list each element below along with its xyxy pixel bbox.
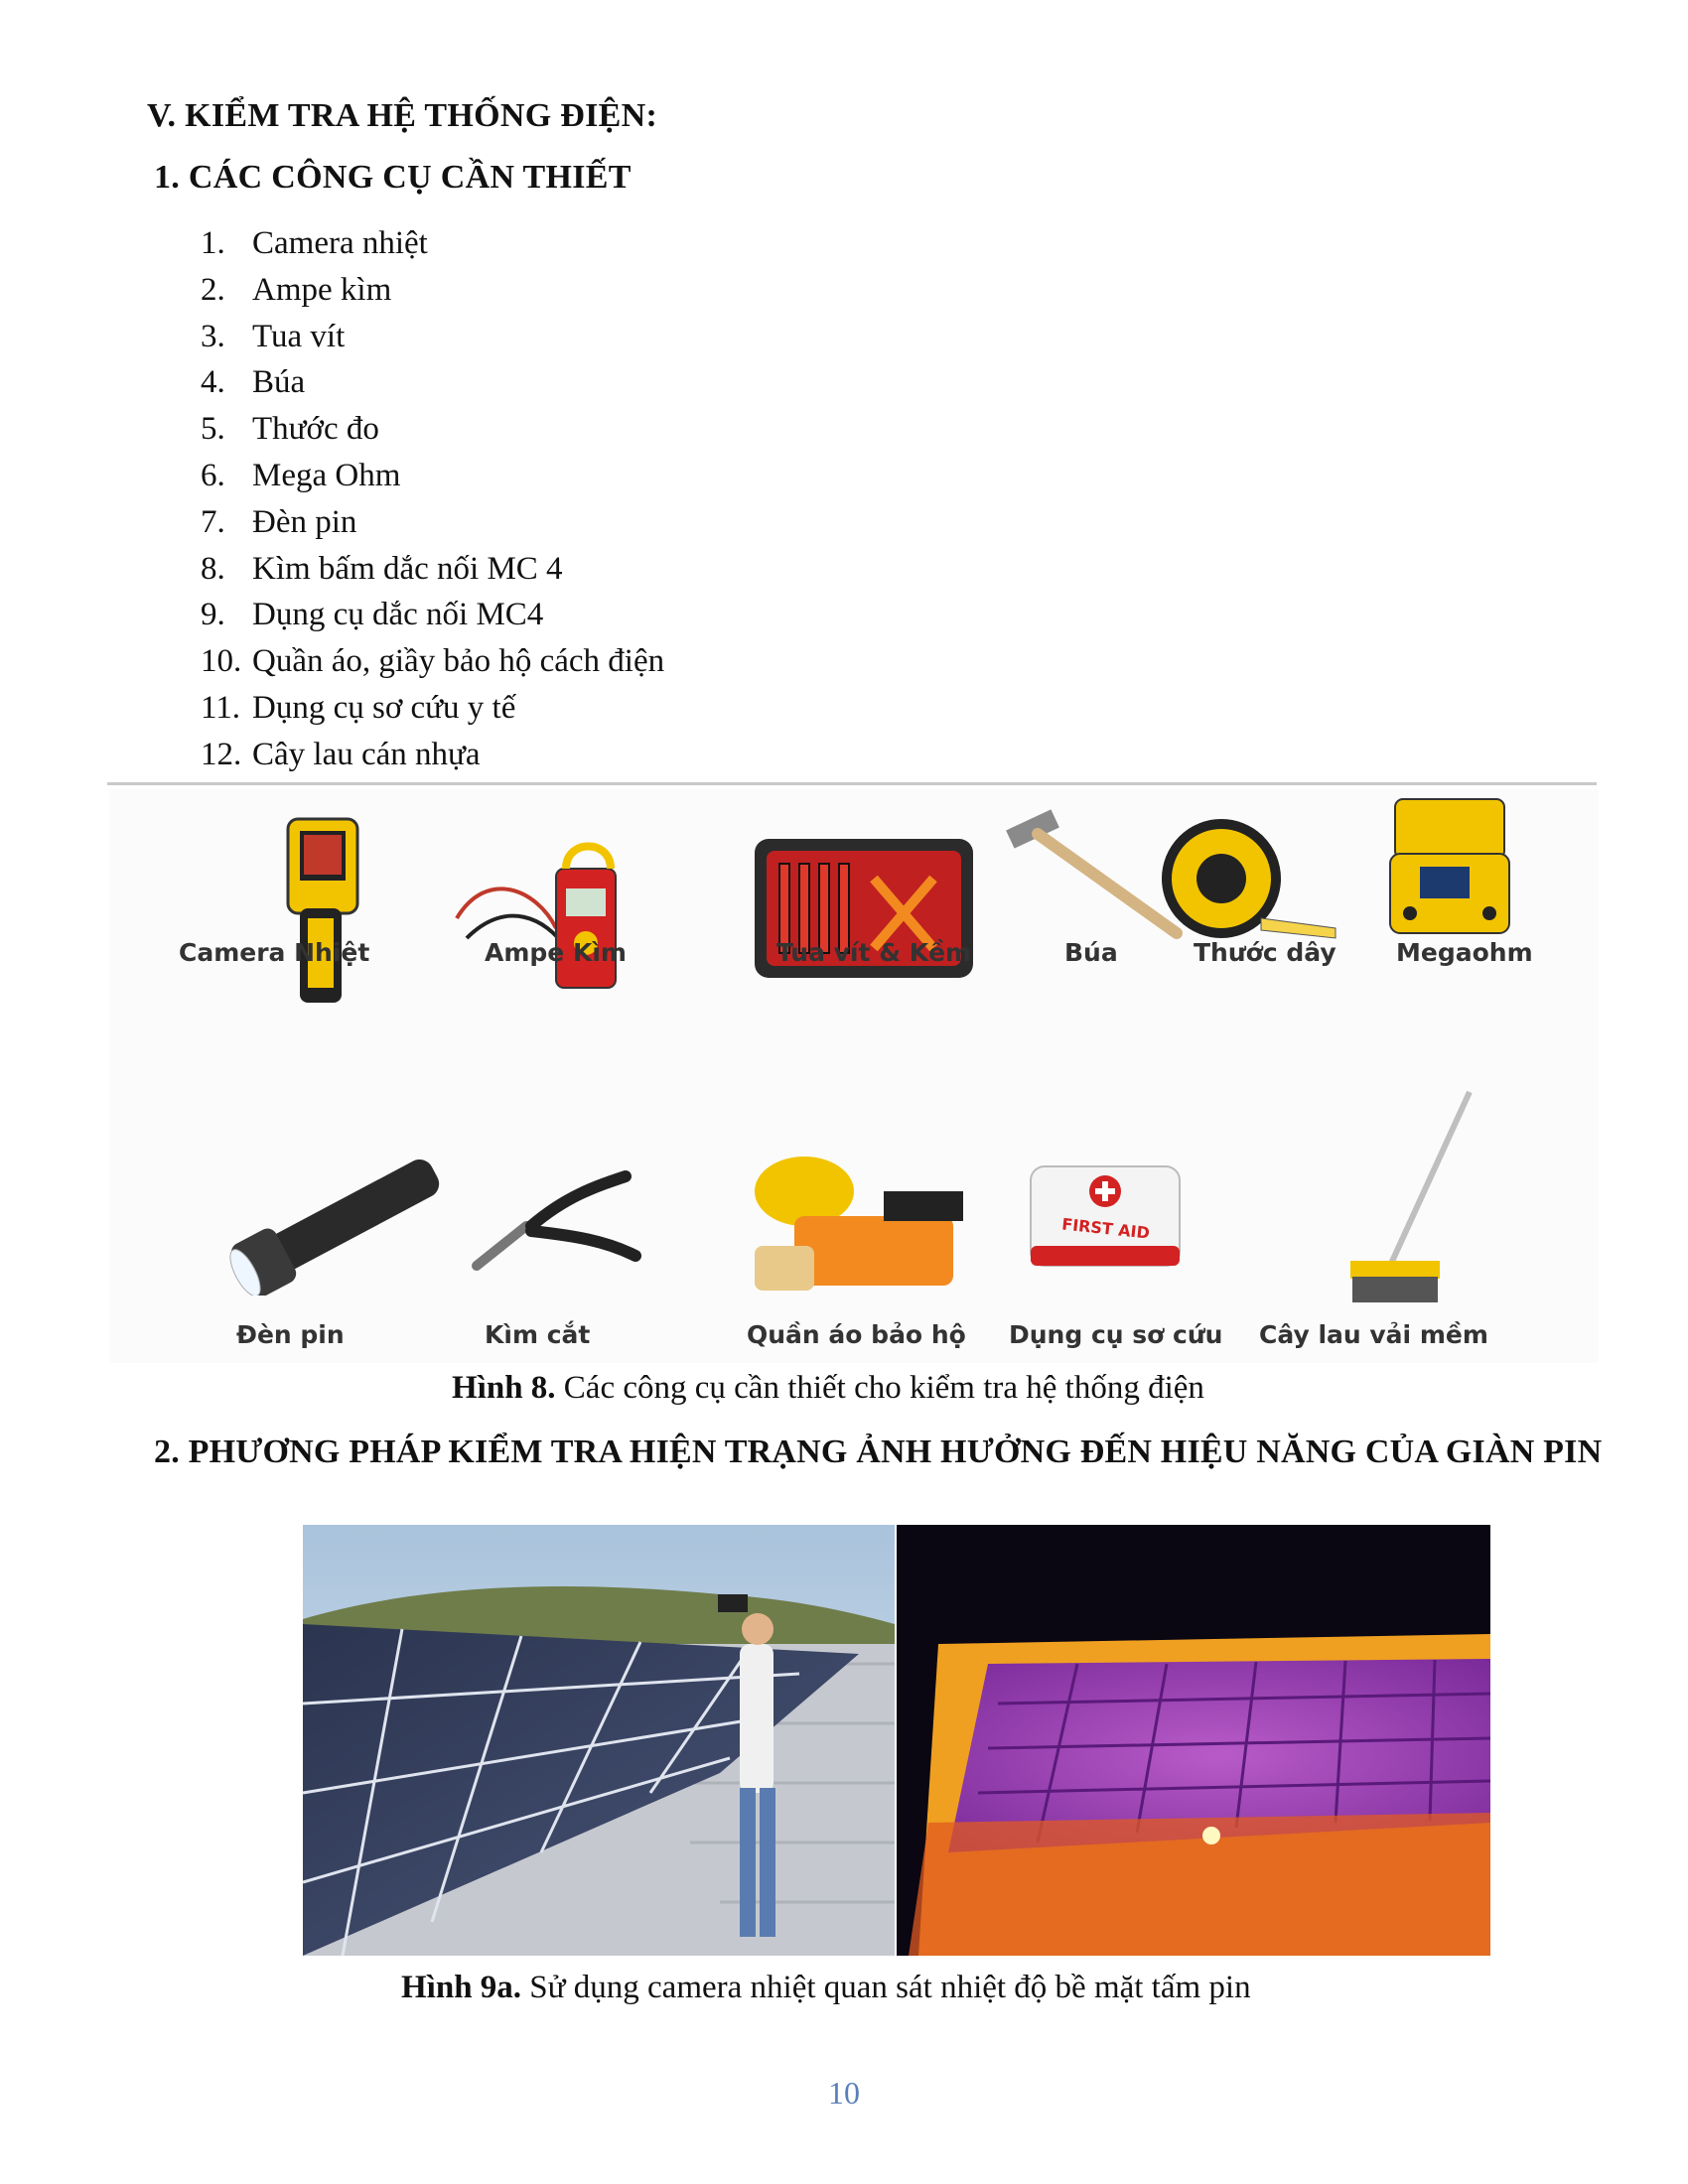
list-number: 9. bbox=[201, 597, 225, 633]
subsection-tools-title: 1. CÁC CÔNG CỤ CẦN THIẾT bbox=[154, 159, 632, 196]
tool-label: Ampe Kìm bbox=[485, 938, 627, 967]
list-number: 3. bbox=[201, 318, 225, 354]
tool-label: Đèn pin bbox=[236, 1320, 345, 1349]
list-number: 6. bbox=[201, 457, 225, 493]
tool-label: Quần áo bảo hộ bbox=[747, 1320, 966, 1349]
list-item bbox=[201, 685, 664, 732]
list-item bbox=[201, 638, 664, 685]
list-item bbox=[201, 453, 664, 499]
list-number: 8. bbox=[201, 550, 225, 587]
figure8-caption bbox=[452, 1370, 1204, 1407]
thermal-inspection-photo bbox=[303, 1525, 1490, 1956]
list-number: 7. bbox=[201, 503, 225, 540]
megaohm-image bbox=[1380, 789, 1519, 948]
list-item bbox=[201, 406, 664, 453]
list-text: Đèn pin bbox=[252, 503, 357, 540]
list-text: Dụng cụ dắc nối MC4 bbox=[252, 597, 544, 633]
list-item bbox=[201, 499, 664, 546]
caption-label: Hình 8. bbox=[452, 1370, 556, 1406]
page-number: 10 bbox=[828, 2075, 860, 2111]
caption-text: Các công cụ cần thiết cho kiểm tra hệ thống điện bbox=[555, 1370, 1204, 1406]
list-text: Cây lau cán nhựa bbox=[252, 736, 481, 772]
tools-list bbox=[201, 220, 664, 778]
caption-label: Hình 9a. bbox=[401, 1970, 522, 2005]
thermal-camera-image bbox=[238, 809, 397, 1008]
list-number: 12. bbox=[201, 736, 242, 772]
first-aid-kit-image bbox=[1021, 1147, 1190, 1286]
list-item bbox=[201, 546, 664, 593]
caption-text: Sử dụng camera nhiệt quan sát nhiệt độ bề mặt tấm pin bbox=[521, 1970, 1251, 2005]
flashlight-image bbox=[218, 1147, 467, 1296]
list-text: Kìm bấm dắc nối MC 4 bbox=[252, 550, 563, 587]
list-text: Thước đo bbox=[252, 411, 379, 448]
list-text: Búa bbox=[252, 364, 306, 401]
protective-clothing-image bbox=[735, 1137, 993, 1305]
list-item bbox=[201, 267, 664, 314]
list-text: Dụng cụ sơ cứu y tế bbox=[252, 689, 516, 726]
figure9a-caption bbox=[401, 1970, 1251, 2006]
cutting-pliers-image bbox=[457, 1157, 645, 1296]
tool-label: Camera Nhiệt bbox=[179, 938, 370, 967]
list-text: Mega Ohm bbox=[252, 457, 401, 493]
list-number: 5. bbox=[201, 411, 225, 448]
list-item bbox=[201, 220, 664, 267]
list-number: 1. bbox=[201, 225, 225, 261]
tools-figure bbox=[109, 789, 1599, 1363]
list-item bbox=[201, 592, 664, 638]
horizontal-divider bbox=[107, 782, 1597, 785]
first-aid-text: FIRST AID bbox=[1060, 1214, 1151, 1243]
list-text: Camera nhiệt bbox=[252, 225, 428, 261]
list-item bbox=[201, 732, 664, 778]
list-text: Tua vít bbox=[252, 318, 346, 354]
tool-label: Tua vít & Kềm bbox=[776, 938, 972, 967]
list-item bbox=[201, 314, 664, 360]
mop-image bbox=[1321, 1082, 1499, 1320]
tool-label: Dụng cụ sơ cứu bbox=[1009, 1320, 1223, 1349]
tool-label: Búa bbox=[1064, 938, 1118, 967]
list-number: 2. bbox=[201, 271, 225, 308]
tool-label: Kìm cắt bbox=[485, 1320, 591, 1349]
list-number: 11. bbox=[201, 689, 241, 726]
list-number: 10. bbox=[201, 643, 242, 680]
list-text: Ampe kìm bbox=[252, 271, 392, 308]
subsection-method-title: 2. PHƯƠNG PHÁP KIỂM TRA HIỆN TRẠNG ẢNH HƯỞNG ĐẾN HIỆU NĂNG CỦA GIÀN PIN bbox=[154, 1433, 1603, 1470]
section-title: V. KIỂM TRA HỆ THỐNG ĐIỆN: bbox=[147, 97, 658, 134]
tool-label: Thước dây bbox=[1194, 938, 1336, 967]
list-number: 4. bbox=[201, 364, 225, 401]
list-item bbox=[201, 359, 664, 406]
tool-label: Cây lau vải mềm bbox=[1259, 1320, 1488, 1349]
tool-label: Megaohm bbox=[1396, 938, 1533, 967]
list-text: Quần áo, giầy bảo hộ cách điện bbox=[252, 643, 665, 680]
clamp-meter-image bbox=[447, 829, 635, 998]
